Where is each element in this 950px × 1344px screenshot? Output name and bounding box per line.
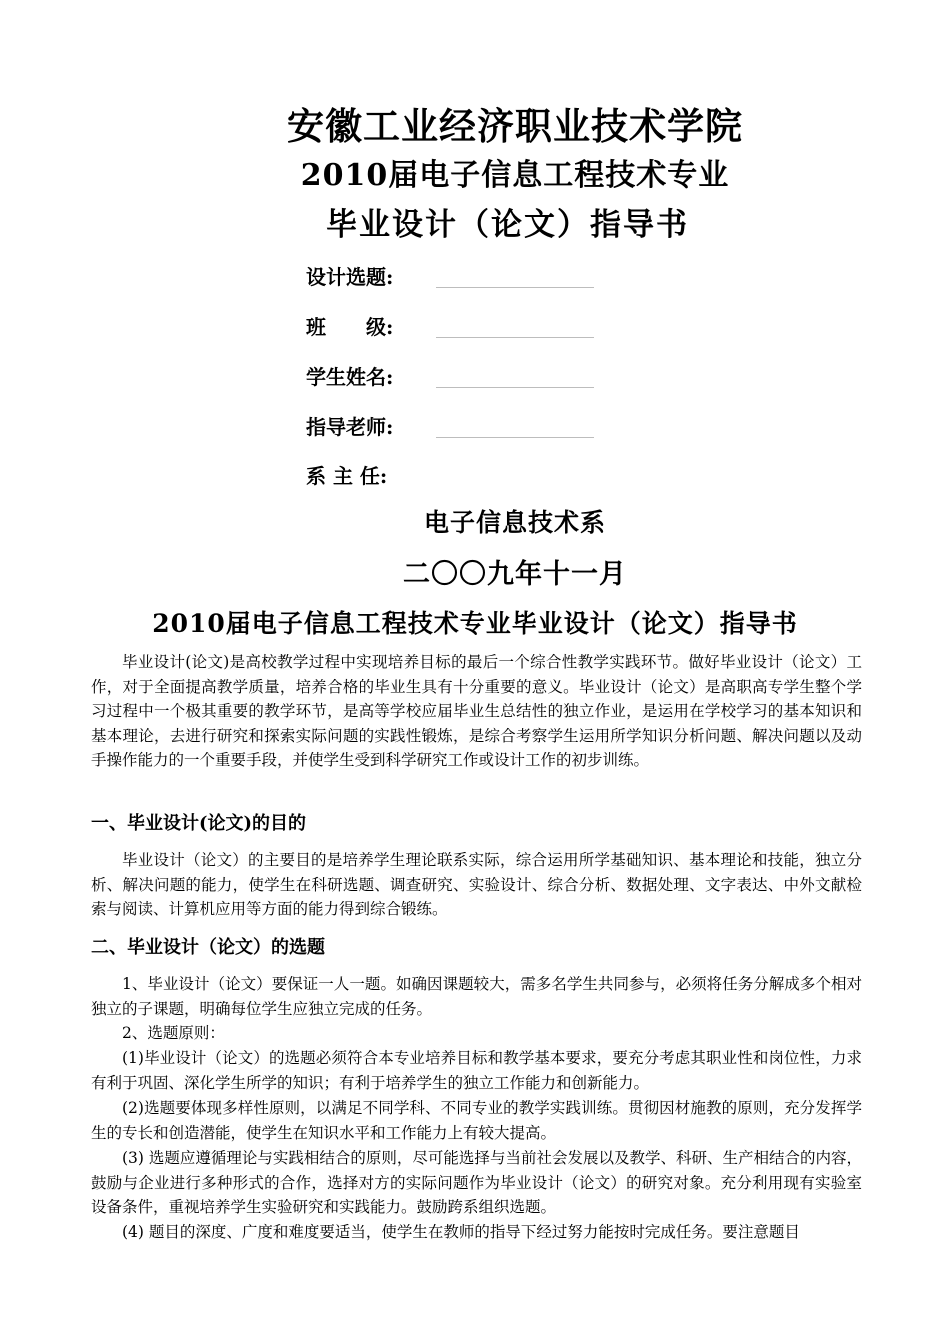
purpose-paragraph: 毕业设计（论文）的主要目的是培养学生理论联系实际，综合运用所学基础知识、基本理论和技能，独立分析、解决问题的能力，使学生在科研选题、调查研究、实验设计、综合分析、数据处理、文字表达、中外文献检索与阅读、计算机应用等方面的能力得到综合锻练。	[91, 851, 862, 919]
section-heading-purpose: 一、毕业设计(论文)的目的	[91, 813, 307, 834]
principle-2: (2)选题要体现多样性原则，以满足不同学科、不同专业的教学实践训练。贯彻因材施教的原则，充分发挥学生的专长和创造潜能，使学生在知识水平和工作能力上有较大提高。	[91, 1099, 862, 1142]
school-title: 安徽工业经济职业技术学院	[287, 104, 743, 148]
field-label: 指导老师:	[306, 415, 394, 439]
document-title: 2010届电子信息工程技术专业毕业设计（论文）指导书	[152, 609, 798, 638]
principle-3: (3) 选题应遵循理论与实践相结合的原则，尽可能选择与当前社会发展以及教学、科研、生产相结合的内容，鼓励与企业进行多种形式的合作，选择对方的实际问题作为毕业设计（论文）的研究对象。充分利用现有实验室设备条件，重视培养学生实验研究和实践能力。鼓励跨系组织选题。	[91, 1149, 862, 1217]
field-blank-line	[436, 337, 594, 338]
field-class	[306, 313, 606, 343]
topic-item-1: 1、毕业设计（论文）要保证一人一题。如确因课题较大，需多名学生共同参与，必须将任务分解成多个相对独立的子课题，明确每位学生应独立完成的任务。	[91, 975, 862, 1018]
field-dept-head	[306, 462, 606, 492]
field-blank-line	[436, 287, 594, 288]
field-label: 学生姓名:	[306, 365, 394, 389]
guide-title: 毕业设计（论文）指导书	[326, 207, 689, 243]
cover-date: 二〇〇九年十一月	[403, 559, 627, 590]
field-label: 班 级:	[306, 315, 394, 339]
field-design-topic	[306, 263, 606, 293]
intro-paragraph: 毕业设计(论文)是高校教学过程中实现培养目标的最后一个综合性教学实践环节。做好毕业设计（论文）工作，对于全面提高教学质量，培养合格的毕业生具有十分重要的意义。毕业设计（论文）是高职高专学生整个学习过程中一个极其重要的教学环节，是高等学校应届毕业生总结性的独立作业，是运用在学校学习的基本知识和基本理论，去进行研究和探索实际问题的实践性锻炼，是综合考察学生运用所学知识分析问题、解决问题以及动手操作能力的一个重要手段，并使学生受到科学研究工作或设计工作的初步训练。	[91, 653, 862, 770]
topic-item-2: 2、选题原则：	[122, 1024, 225, 1042]
field-label: 系 主 任:	[306, 464, 388, 488]
field-advisor	[306, 413, 606, 443]
principle-1: (1)毕业设计（论文）的选题必须符合本专业培养目标和教学基本要求，要充分考虑其职业性和岗位性，力求有利于巩固、深化学生所学的知识；有利于培养学生的独立工作能力和创新能力。	[91, 1049, 862, 1092]
field-label: 设计选题:	[306, 265, 394, 289]
principle-4: (4) 题目的深度、广度和难度要适当，使学生在教师的指导下经过努力能按时完成任务。要注意题目	[122, 1223, 800, 1241]
section-heading-topic-selection: 二、毕业设计（论文）的选题	[91, 937, 325, 958]
field-student-name	[306, 363, 606, 393]
field-blank-line	[436, 437, 594, 438]
major-title: 2010届电子信息工程技术专业	[300, 158, 730, 193]
department-name: 电子信息技术系	[423, 508, 606, 537]
field-blank-line	[436, 387, 594, 388]
